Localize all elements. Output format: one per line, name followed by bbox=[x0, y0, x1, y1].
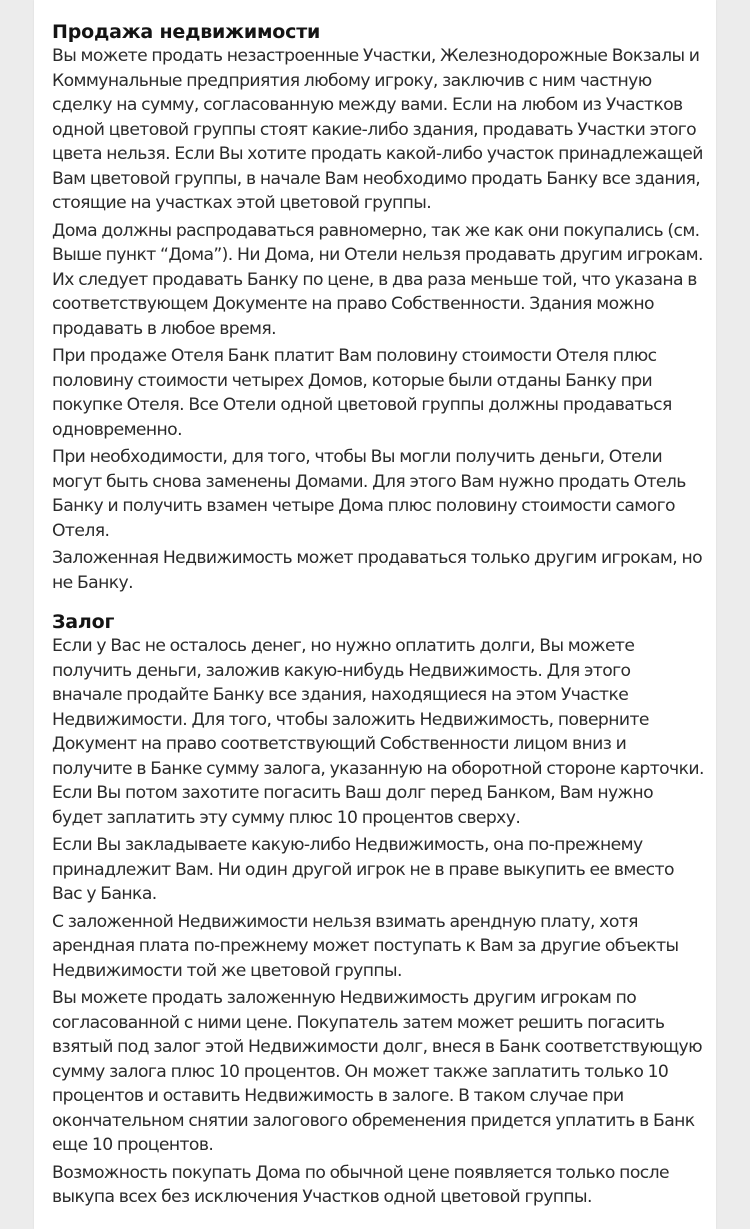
paragraph: Вы можете продать незастроенные Участки, Железнодорожные Вокзалы и Коммунальные предприятия любому игроку, заключив с ним частную сделку на сумму, согласованную между вами. Если на любом из Участков одной цветовой группы стоят какие-либо здания, продавать Участки этого цвета нельзя. Если Вы хотите продать какой-либо участок принадлежащей Вам цветовой группы, в начале Вам необходимо продать Банку все здания, стоящие на участках этой цветовой группы. bbox=[52, 46, 703, 213]
paragraph: Вы можете продать заложенную Недвижимость другим игрокам по согласованной с ними цене. Покупатель затем может решить погасить взятый под залог этой Недвижимости долг, внеся в Банк соответствующую сумму залога плюс 10 процентов. Он может также заплатить только 10 процентов и оставить Недвижимость в залоге. В таком случае при окончательном снятии залогового обременения придется уплатить в Банк еще 10 процентов. bbox=[52, 988, 703, 1155]
document-page bbox=[34, 0, 716, 1229]
paragraph: Заложенная Недвижимость может продаваться только другим игрокам, но не Банку. bbox=[52, 548, 703, 593]
section-property-sale bbox=[52, 20, 704, 595]
paragraph: При необходимости, для того, чтобы Вы могли получить деньги, Отели могут быть снова заменены Домами. Для этого Вам нужно продать Отель Банку и получить взамен четыре Дома плюс половину стоимости самого Отеля. bbox=[52, 447, 686, 541]
section-heading: Залог bbox=[52, 611, 115, 633]
paragraph: С заложенной Недвижимости нельзя взимать арендную плату, хотя арендная плата по-прежнему может поступать к Вам за другие объекты Недвижимости той же цветовой группы. bbox=[52, 911, 679, 981]
paragraph: При продаже Отеля Банк платит Вам половину стоимости Отеля плюс половину стоимости четырех Домов, которые были отданы Банку при покупке Отеля. Все Отели одной цветовой группы должны продаваться одновременно. bbox=[52, 346, 672, 440]
section-mortgage bbox=[52, 610, 704, 1210]
paragraph: Если у Вас не осталось денег, но нужно оплатить долги, Вы можете получить деньги, заложив какую-нибудь Недвижимость. Для этого вначале продайте Банку все здания, находящиеся на этом Участке Недвижимости. Для того, чтобы заложить Недвижимость, поверните Документ на право соответствующий Собственности лицом вниз и получите в Банке сумму залога, указанную на оборотной стороне карточки. Если Вы потом захотите погасить Ваш долг перед Банком, Вам нужно будет заплатить эту сумму плюс 10 процентов сверху. bbox=[52, 636, 704, 828]
document-content bbox=[52, 20, 704, 1213]
paragraph: Возможность покупать Дома по обычной цене появляется только после выкупа всех без исключения Участков одной цветовой группы. bbox=[52, 1162, 669, 1207]
paragraph: Дома должны распродаваться равномерно, так же как они покупались (см. Выше пункт “Дома”). Ни Дома, ни Отели нельзя продавать другим игрокам. Их следует продавать Банку по цене, в два раза меньше той, что указана в соответствующем Документе на право Собственности. Здания можно продавать в любое время. bbox=[52, 220, 703, 339]
section-heading: Продажа недвижимости bbox=[52, 21, 321, 43]
paragraph: Если Вы закладываете какую-либо Недвижимость, она по-прежнему принадлежит Вам. Ни один другой игрок не в праве выкупить ее вместо Вас у Банка. bbox=[52, 835, 674, 904]
section-spacer bbox=[52, 598, 704, 610]
